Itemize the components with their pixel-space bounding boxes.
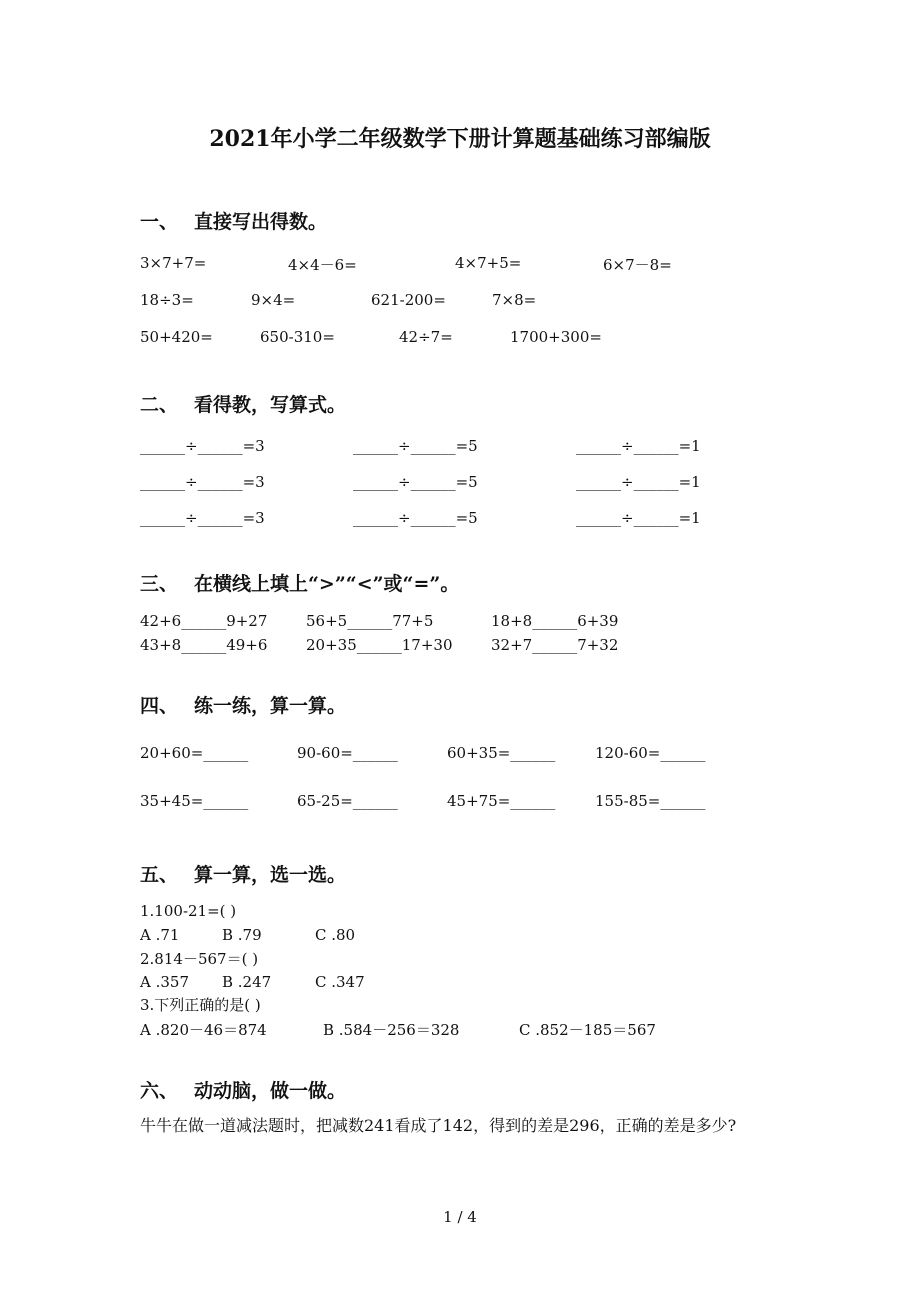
section-3-heading bbox=[140, 569, 459, 596]
problem: ______÷______=3 bbox=[140, 473, 265, 491]
problem: ______÷______=1 bbox=[576, 509, 701, 527]
problem: 50+420= bbox=[140, 328, 213, 346]
section-title: 练一练，算一算。 bbox=[194, 695, 347, 717]
problem: 20+35______17+30 bbox=[306, 636, 453, 654]
problem: 120-60=______ bbox=[595, 744, 706, 762]
choice-option: B .584－256＝328 bbox=[323, 1021, 460, 1039]
problem: 56+5______77+5 bbox=[306, 612, 434, 630]
section-2-heading bbox=[140, 390, 346, 417]
problem: ______÷______=5 bbox=[353, 473, 478, 491]
choice-option: C .852－185＝567 bbox=[519, 1021, 656, 1039]
problem: ______÷______=3 bbox=[140, 509, 265, 527]
section-number: 四、 bbox=[140, 695, 179, 717]
problem: 60+35=______ bbox=[447, 744, 556, 762]
section-title: 在横线上填上“>”“<”或“=”。 bbox=[194, 573, 460, 595]
section-title: 看得教，写算式。 bbox=[194, 394, 347, 416]
section-number: 三、 bbox=[140, 573, 179, 595]
problem: 6×7－8= bbox=[603, 256, 672, 274]
problem: 18÷3= bbox=[140, 291, 194, 309]
problem: 35+45=______ bbox=[140, 792, 249, 810]
problem: 9×4= bbox=[251, 291, 296, 309]
page-title: 2021年小学二年级数学下册计算题基础练习部编版 bbox=[209, 126, 711, 152]
section-number: 二、 bbox=[140, 394, 179, 416]
choice-option: A .357 bbox=[140, 973, 189, 991]
choice-option: C .347 bbox=[315, 973, 365, 991]
choice-option: C .80 bbox=[315, 926, 356, 944]
question-text: 1.100-21=( ) bbox=[140, 902, 237, 920]
problem: 3×7+7= bbox=[140, 254, 207, 272]
problem: 7×8= bbox=[492, 291, 537, 309]
problem: 621-200= bbox=[371, 291, 446, 309]
problem: 42÷7= bbox=[399, 328, 453, 346]
section-4-heading bbox=[140, 691, 346, 718]
section-1-heading bbox=[140, 207, 327, 234]
section-title: 直接写出得数。 bbox=[194, 211, 328, 233]
choice-option: B .79 bbox=[222, 926, 262, 944]
problem: 4×4－6= bbox=[288, 256, 357, 274]
section-5-heading bbox=[140, 860, 346, 887]
problem: 42+6______9+27 bbox=[140, 612, 268, 630]
section-title: 动动脑，做一做。 bbox=[194, 1080, 347, 1102]
problem: ______÷______=5 bbox=[353, 437, 478, 455]
word-problem: 牛牛在做一道减法题时，把减数241看成了142，得到的差是296，正确的差是多少? bbox=[140, 1116, 737, 1135]
problem: 65-25=______ bbox=[297, 792, 398, 810]
problem: ______÷______=3 bbox=[140, 437, 265, 455]
section-number: 五、 bbox=[140, 864, 179, 886]
problem: 90-60=______ bbox=[297, 744, 398, 762]
problem: 1700+300= bbox=[510, 328, 602, 346]
problem: 4×7+5= bbox=[455, 254, 522, 272]
section-title: 算一算，选一选。 bbox=[194, 864, 347, 886]
problem: 45+75=______ bbox=[447, 792, 556, 810]
problem: 18+8______6+39 bbox=[491, 612, 619, 630]
problem: 20+60=______ bbox=[140, 744, 249, 762]
page-number: 1 / 4 bbox=[443, 1208, 477, 1226]
problem: 155-85=______ bbox=[595, 792, 706, 810]
choice-option: B .247 bbox=[222, 973, 272, 991]
problem: 43+8______49+6 bbox=[140, 636, 268, 654]
problem: 650-310= bbox=[260, 328, 335, 346]
problem: 32+7______7+32 bbox=[491, 636, 619, 654]
question-text: 3.下列正确的是( ) bbox=[140, 996, 261, 1014]
section-6-heading bbox=[140, 1076, 346, 1103]
problem: ______÷______=5 bbox=[353, 509, 478, 527]
problem: ______÷______=1 bbox=[576, 473, 701, 491]
section-number: 一、 bbox=[140, 211, 179, 233]
problem: ______÷______=1 bbox=[576, 437, 701, 455]
section-number: 六、 bbox=[140, 1080, 179, 1102]
question-text: 2.814－567＝( ) bbox=[140, 950, 259, 968]
choice-option: A .820－46＝874 bbox=[140, 1021, 267, 1039]
choice-option: A .71 bbox=[140, 926, 180, 944]
